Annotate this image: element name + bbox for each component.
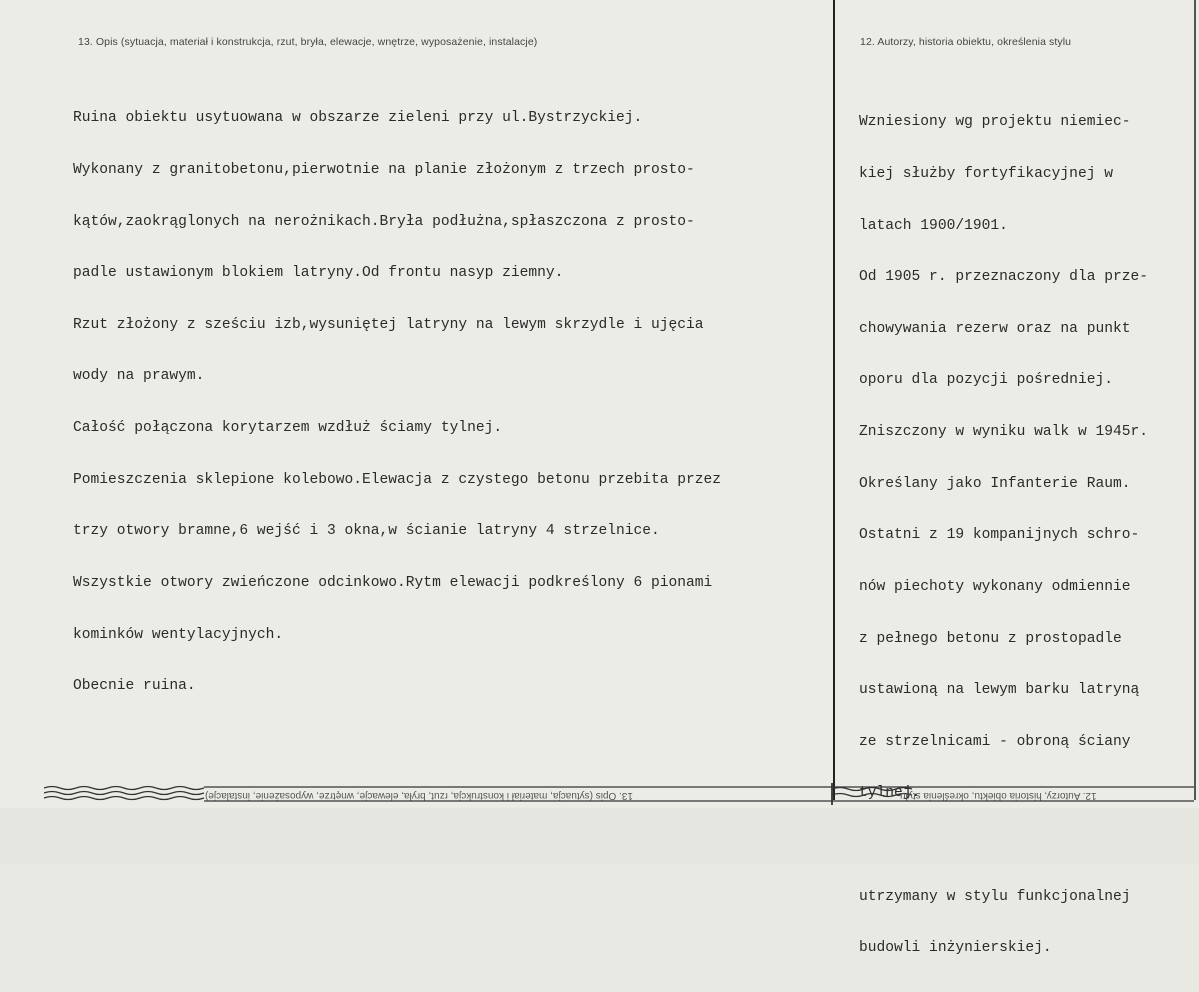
text-line: Ostatni z 19 kompanijnych schro- [859, 527, 1140, 544]
mirrored-heading-12: 12. Autorzy, historia obiektu, określenia stylu [900, 790, 1097, 801]
text-line: padle ustawionym blokiem latryny.Od frontu nasyp ziemny. [73, 265, 564, 282]
card-bottom-margin [0, 808, 1199, 864]
text-line: Od 1905 r. przeznaczony dla prze- [859, 269, 1149, 286]
text-line: kominków wentylacyjnych. [73, 626, 284, 643]
text-line: nów piechoty wykonany odmiennie [859, 578, 1131, 595]
text-line: tylnej. [859, 785, 921, 802]
text-line: Obecnie ruina. [73, 678, 196, 695]
text-line: Wzniesiony wg projektu niemiec- [859, 114, 1131, 131]
column-divider [833, 0, 835, 800]
mirrored-heading-13: 13. Opis (sytuacja, materiał i konstrukcja, rzut, bryła, elewacje, wnętrze, wyposażenie, instalacje) [205, 790, 633, 801]
text-line: Pomieszczenia sklepione kolebowo.Elewacja z czystego betonu przebita przez [73, 471, 722, 488]
text-line: z pełnego betonu z prostopadle [859, 630, 1122, 647]
text-line: kiej służby fortyfikacyjnej w [859, 166, 1113, 183]
text-line: Zniszczony w wyniku walk w 1945r. [859, 424, 1149, 441]
text-line: chowywania rezerw oraz na punkt [859, 320, 1131, 337]
section-12-heading: 12. Autorzy, historia obiektu, określenia stylu [860, 36, 1072, 48]
text-line: oporu dla pozycji pośredniej. [859, 372, 1113, 389]
section-13-heading: 13. Opis (sytuacja, materiał i konstrukcja, rzut, bryła, elewacje, wnętrze, wyposażenie, instalacje) [78, 36, 538, 48]
text-line: utrzymany w stylu funkcjonalnej [859, 888, 1131, 905]
text-line: Całość połączona korytarzem wzdłuż ściamy tylnej. [73, 420, 503, 437]
text-line: ustawioną na lewym barku latryną [859, 682, 1140, 699]
text-line: Wykonany z granitobetonu,pierwotnie na planie złożonym z trzech prosto- [73, 162, 695, 179]
text-line: Ruina obiektu usytuowana w obszarze zieleni przy ul.Bystrzyckiej. [73, 110, 643, 127]
description-text [73, 76, 721, 730]
text-line: Rzut złożony z sześciu izb,wysuniętej latryny na lewym skrzydle i ujęcia [73, 316, 704, 333]
card-right-edge [1194, 0, 1196, 800]
text-line: latach 1900/1901. [859, 217, 1008, 234]
text-line: ze strzelnicami - obroną ściany [859, 733, 1131, 750]
text-line: Wszystkie otwory zwieńczone odcinkowo.Rytm elewacji podkreślony 6 pionami [73, 574, 713, 591]
text-line: wody na prawym. [73, 368, 205, 385]
text-line: trzy otwory bramne,6 wejść i 3 okna,w ścianie latryny 4 strzelnice. [73, 523, 660, 540]
text-line: kątów,zaokrąglonych na nerożnikach.Bryła podłużna,spłaszczona z prosto- [73, 213, 695, 230]
text-line: budowli inżynierskiej. [859, 940, 1052, 957]
text-line: Określany jako Infanterie Raum. [859, 475, 1131, 492]
